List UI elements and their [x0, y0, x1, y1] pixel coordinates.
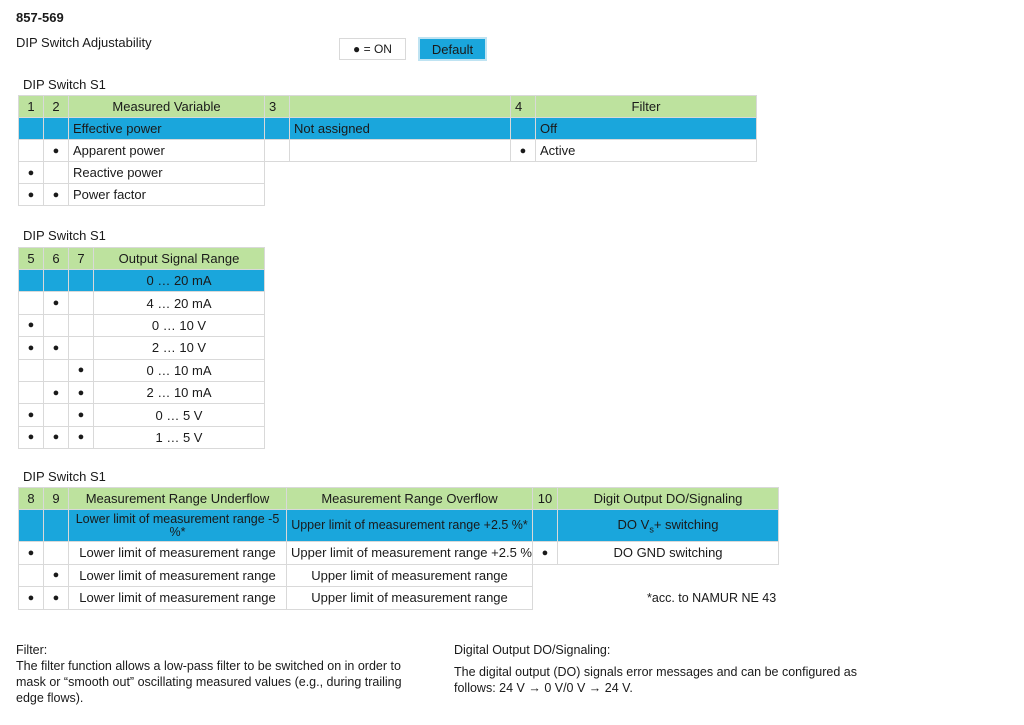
table-header-row	[19, 248, 265, 270]
switch-7-cell	[69, 337, 94, 359]
do-vs-prefix: DO V	[617, 516, 650, 532]
col-header-output-signal-range: Output Signal Range	[94, 248, 265, 270]
table-row	[19, 140, 757, 162]
table-row	[19, 314, 265, 336]
switch-1-cell: ●	[19, 184, 44, 206]
digit-output-cell: DO GND switching	[558, 542, 779, 565]
col-header-5: 5	[19, 248, 44, 270]
range-overflow-cell: Upper limit of measurement range +2.5 %*	[287, 510, 533, 542]
col-header-filter: Filter	[536, 96, 757, 118]
table-row	[19, 292, 265, 314]
switch-6-cell: ●	[44, 381, 69, 403]
switch-6-cell	[44, 359, 69, 381]
switch-5-cell: ●	[19, 337, 44, 359]
table1-caption: DIP Switch S1	[23, 77, 106, 92]
col-header-7: 7	[69, 248, 94, 270]
range-underflow-cell: Lower limit of measurement range	[69, 587, 287, 610]
switch-2-cell: ●	[44, 184, 69, 206]
switch-9-cell: ●	[44, 564, 69, 587]
do-vs-suffix: + switching	[653, 516, 719, 532]
switch-4-cell	[511, 118, 536, 140]
switch-5-cell	[19, 270, 44, 292]
filter-note-text: The filter function allows a low-pass filter to be switched on in order to mask or “smooth out” oscillating measured values (e.g., during trailing edge flows).	[16, 659, 402, 705]
namur-footnote: *acc. to NAMUR NE 43	[647, 591, 777, 605]
switch-6-cell: ●	[44, 337, 69, 359]
switch-1-cell: ●	[19, 162, 44, 184]
table-row	[19, 118, 757, 140]
range-overflow-cell: Upper limit of measurement range	[287, 564, 533, 587]
switch-7-cell	[69, 270, 94, 292]
measured-variable-cell: Effective power	[69, 118, 265, 140]
switch-6-cell	[44, 270, 69, 292]
range-overflow-cell: Upper limit of measurement range	[287, 587, 533, 610]
switch-4-cell: ●	[511, 140, 536, 162]
page-subtitle: DIP Switch Adjustability	[16, 35, 152, 50]
empty-area	[265, 162, 757, 184]
switch-6-cell: ●	[44, 426, 69, 448]
output-range-cell: 1 … 5 V	[94, 426, 265, 448]
empty-area	[533, 564, 779, 587]
filter-note-title: Filter:	[16, 643, 48, 657]
table-header-row	[19, 488, 779, 510]
table-row	[19, 184, 757, 206]
switch-6-cell	[44, 404, 69, 426]
col-header-8: 8	[19, 488, 44, 510]
part-number: 857-569	[16, 10, 64, 25]
table-row	[19, 162, 757, 184]
table-row	[19, 359, 265, 381]
switch-5-cell: ●	[19, 314, 44, 336]
switch-5-cell	[19, 292, 44, 314]
switch-3-cell	[265, 118, 290, 140]
table-row	[19, 542, 779, 565]
switch-5-cell	[19, 381, 44, 403]
digit-output-cell	[558, 510, 779, 542]
measured-variable-cell: Apparent power	[69, 140, 265, 162]
switch-8-cell	[19, 510, 44, 542]
table-row	[19, 404, 265, 426]
range-underflow-cell: Lower limit of measurement range -5 %*	[69, 510, 287, 542]
col-header-1: 1	[19, 96, 44, 118]
table-row	[19, 270, 265, 292]
measured-variable-cell: Reactive power	[69, 162, 265, 184]
output-range-cell: 0 … 20 mA	[94, 270, 265, 292]
table3-caption: DIP Switch S1	[23, 469, 106, 484]
switch-7-cell: ●	[69, 359, 94, 381]
output-signal-table	[18, 247, 265, 449]
table2-caption: DIP Switch S1	[23, 228, 106, 243]
switch-3-value-cell	[290, 140, 511, 162]
switch-2-cell: ●	[44, 140, 69, 162]
col-header-9: 9	[44, 488, 69, 510]
switch-5-cell: ●	[19, 426, 44, 448]
output-range-cell: 4 … 20 mA	[94, 292, 265, 314]
switch-9-cell: ●	[44, 587, 69, 610]
range-underflow-cell: Lower limit of measurement range	[69, 542, 287, 565]
switch-3-cell	[265, 140, 290, 162]
output-range-cell: 0 … 10 V	[94, 314, 265, 336]
default-button[interactable]: Default	[418, 37, 487, 61]
col-header-range-underflow: Measurement Range Underflow	[69, 488, 287, 510]
switch-7-cell: ●	[69, 404, 94, 426]
table-row	[19, 426, 265, 448]
switch-7-cell	[69, 292, 94, 314]
do-note-title: Digital Output DO/Signaling:	[454, 643, 611, 657]
switch-8-cell: ●	[19, 542, 44, 565]
switch-10-cell	[533, 510, 558, 542]
table-header-row	[19, 96, 757, 118]
filter-cell: Active	[536, 140, 757, 162]
col-header-6: 6	[44, 248, 69, 270]
switch-5-cell: ●	[19, 404, 44, 426]
col-header-blank	[290, 96, 511, 118]
output-range-cell: 2 … 10 V	[94, 337, 265, 359]
col-header-range-overflow: Measurement Range Overflow	[287, 488, 533, 510]
switch-6-cell	[44, 314, 69, 336]
col-header-digit-output: Digit Output DO/Signaling	[558, 488, 779, 510]
measured-variable-cell: Power factor	[69, 184, 265, 206]
switch-1-cell	[19, 140, 44, 162]
table-row	[19, 564, 779, 587]
on-legend: ● = ON	[339, 38, 406, 60]
do-note-text: The digital output (DO) signals error messages and can be configured as follows: 24 V → 0 V/0 V → 24 V.	[454, 665, 857, 695]
filter-cell: Off	[536, 118, 757, 140]
switch-8-cell: ●	[19, 587, 44, 610]
switch-5-cell	[19, 359, 44, 381]
output-range-cell: 0 … 10 mA	[94, 359, 265, 381]
table-row	[19, 510, 779, 542]
empty-area	[265, 184, 757, 206]
output-range-cell: 2 … 10 mA	[94, 381, 265, 403]
do-vs-subscript: s	[649, 524, 654, 535]
switch-8-cell	[19, 564, 44, 587]
col-header-2: 2	[44, 96, 69, 118]
col-header-4: 4	[511, 96, 536, 118]
switch-1-cell	[19, 118, 44, 140]
measured-variable-table	[18, 95, 757, 206]
switch-2-cell	[44, 118, 69, 140]
range-overflow-cell: Upper limit of measurement range +2.5 %	[287, 542, 533, 565]
switch-7-cell: ●	[69, 426, 94, 448]
switch-9-cell	[44, 542, 69, 565]
switch-6-cell: ●	[44, 292, 69, 314]
switch-7-cell: ●	[69, 381, 94, 403]
range-underflow-cell: Lower limit of measurement range	[69, 564, 287, 587]
switch-2-cell	[44, 162, 69, 184]
col-header-10: 10	[533, 488, 558, 510]
col-header-measured-variable: Measured Variable	[69, 96, 265, 118]
switch-9-cell	[44, 510, 69, 542]
switch-3-value-cell: Not assigned	[290, 118, 511, 140]
output-range-cell: 0 … 5 V	[94, 404, 265, 426]
table-row	[19, 337, 265, 359]
table-row	[19, 381, 265, 403]
col-header-3: 3	[265, 96, 290, 118]
switch-7-cell	[69, 314, 94, 336]
switch-10-cell: ●	[533, 542, 558, 565]
